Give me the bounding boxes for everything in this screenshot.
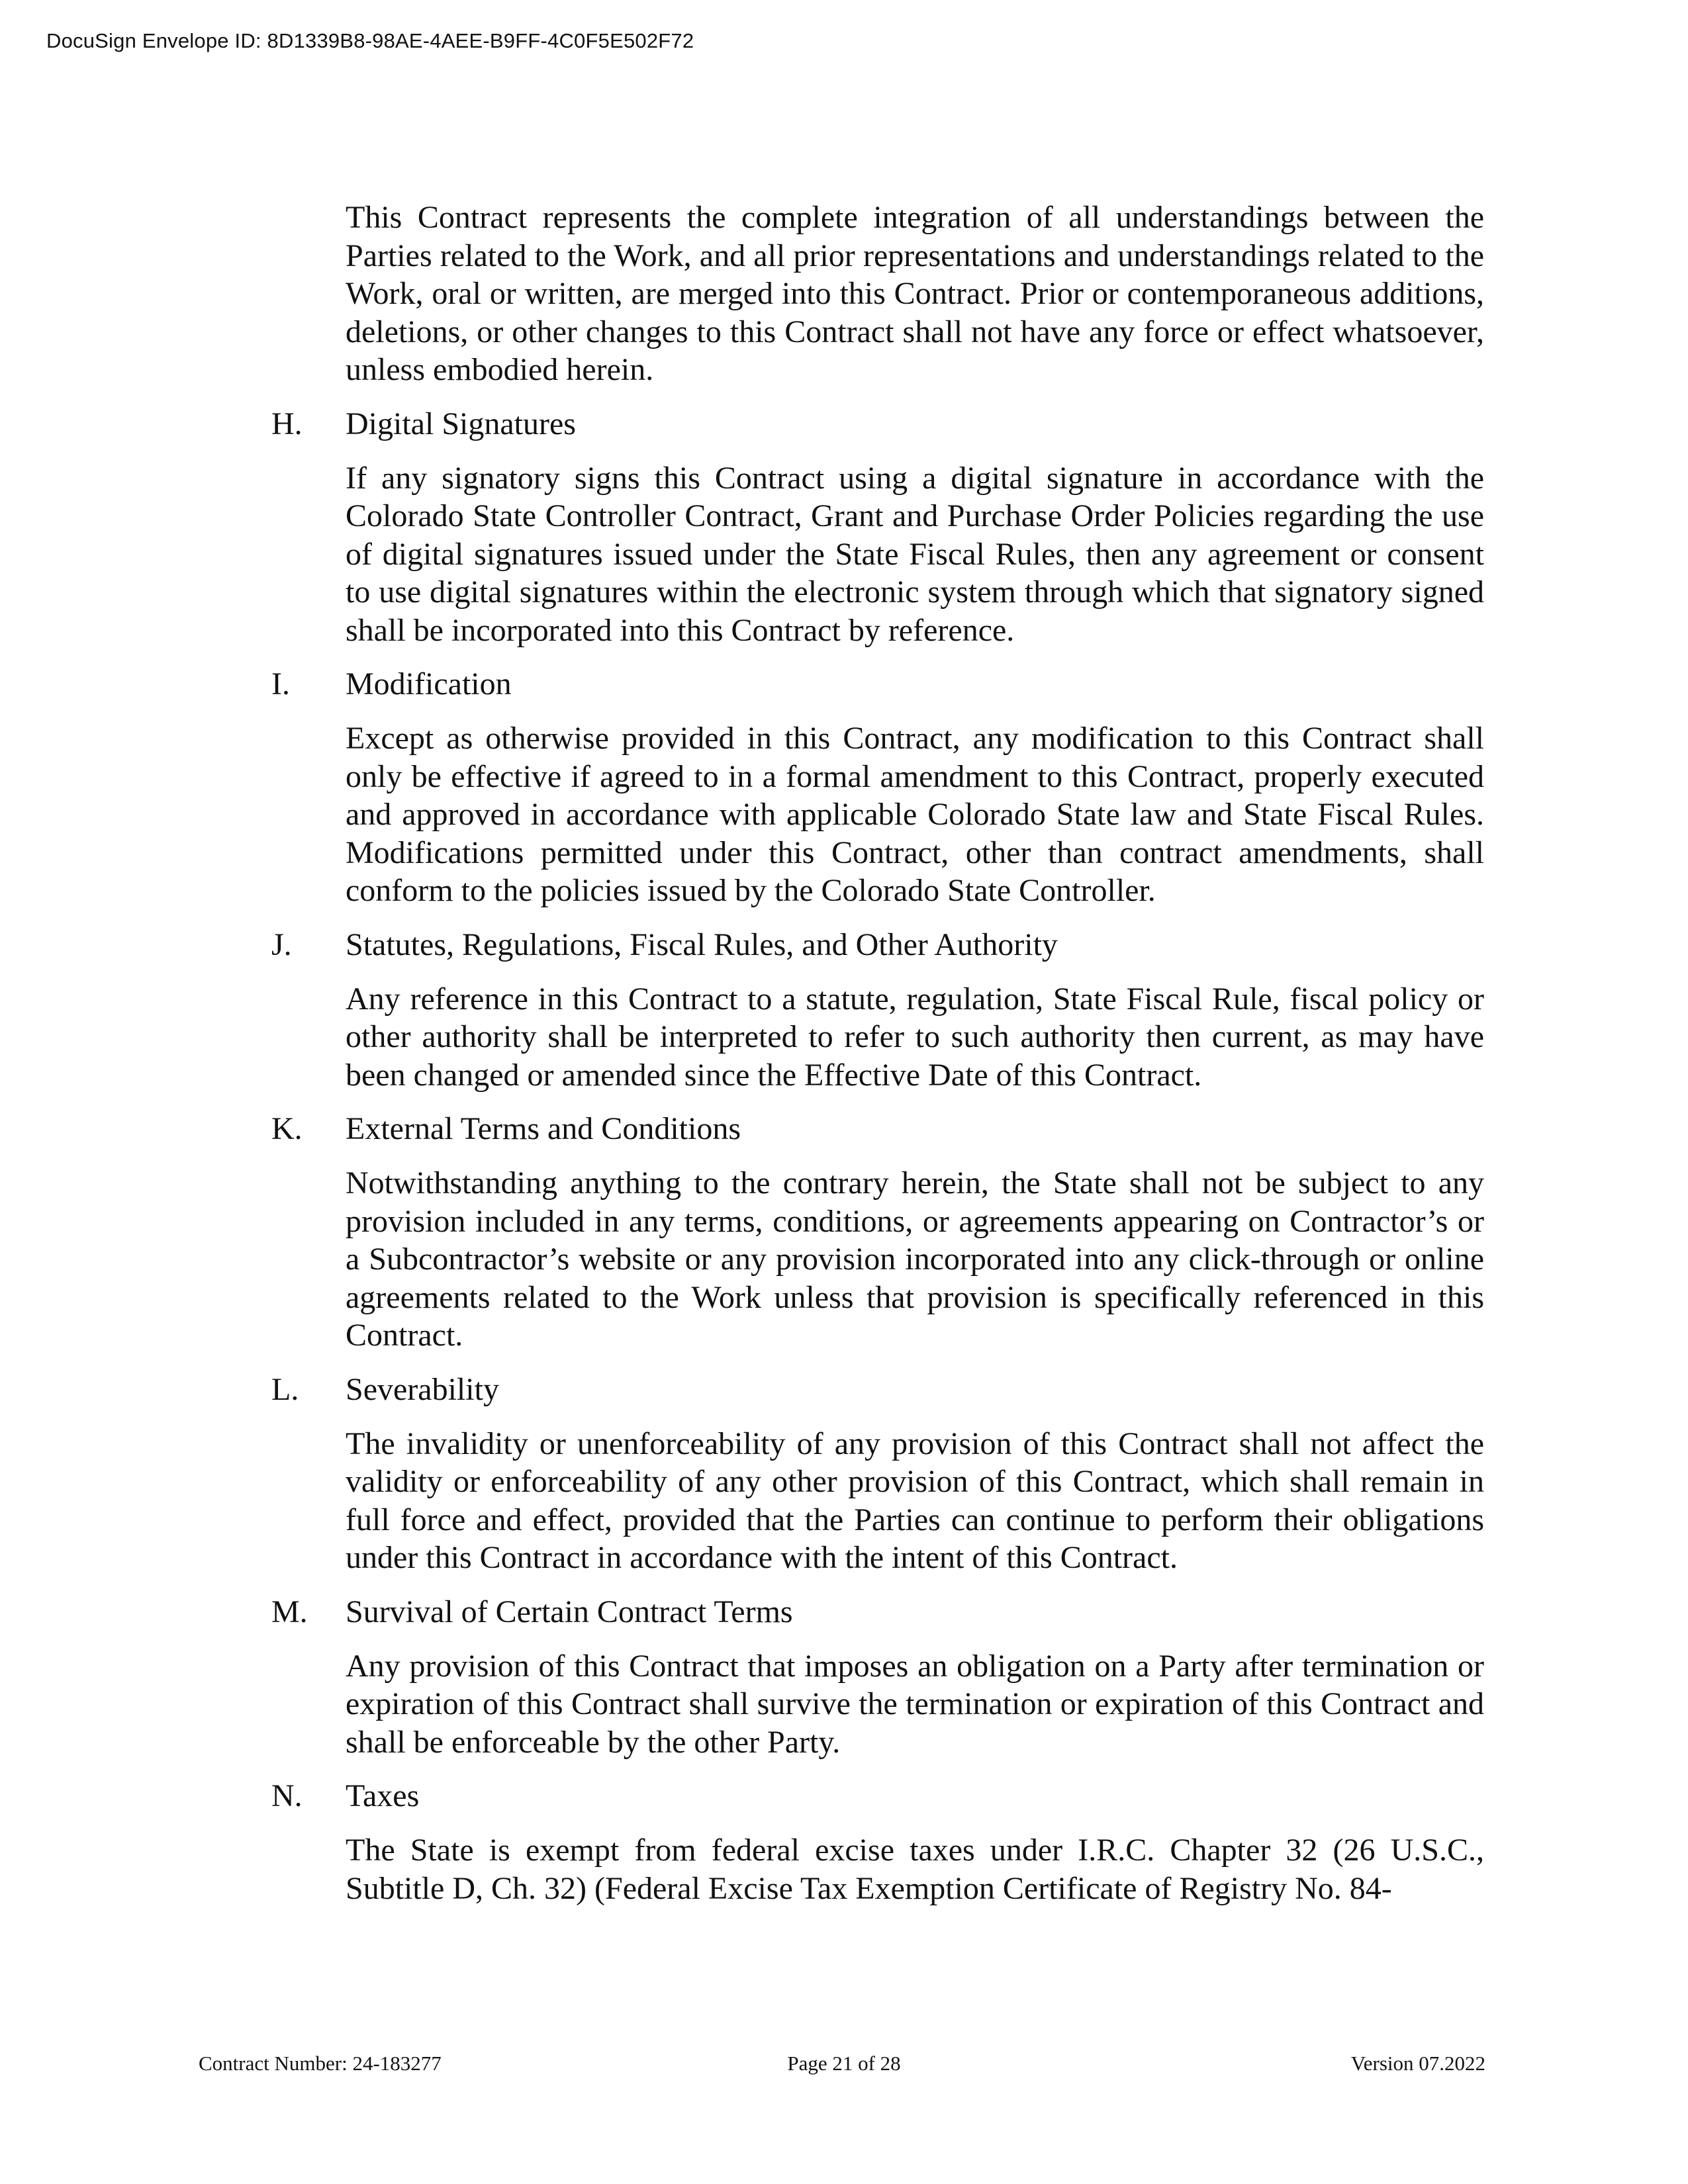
page-number: Page 21 of 28 [787, 2052, 901, 2075]
section-k [0, 1110, 1688, 1355]
section-body: Any reference in this Contract to a statute, regulation, State Fiscal Rule, fiscal policy or other authority shall be interpreted to refer to such authority then current, as may have been changed or amended since the Effective Date of this Contract. [346, 981, 1484, 1093]
section-body: Any provision of this Contract that imposes an obligation on a Party after termination or expiration of this Contract shall survive the termination or expiration of this Contract and shall be enforceable by the other Party. [346, 1648, 1484, 1760]
section-title: Survival of Certain Contract Terms [346, 1594, 793, 1629]
section-heading [0, 1371, 1688, 1409]
section-heading [0, 1593, 1688, 1631]
section-heading [0, 665, 1688, 704]
section-letter: L. [271, 1371, 299, 1407]
section-i [0, 665, 1688, 910]
section-body: If any signatory signs this Contract using a digital signature in accordance with the Colorado State Controller Contract, Grant and Purchase Order Policies regarding the use of digital signatures issued under the State Fiscal Rules, then any agreement or consent to use digital signatures within the electronic system through which that signatory signed shall be incorporated into this Contract by reference. [346, 460, 1484, 648]
section-letter: H. [271, 406, 303, 441]
section-letter: J. [271, 927, 292, 962]
section-title: Taxes [346, 1778, 420, 1813]
section-heading [0, 405, 1688, 443]
section-title: Severability [346, 1371, 499, 1407]
section-title: External Terms and Conditions [346, 1111, 741, 1146]
section-heading [0, 1777, 1688, 1815]
section-heading [0, 1110, 1688, 1148]
section-body: Except as otherwise provided in this Contract, any modification to this Contract shall only be effective if agreed to in a formal amendment to this Contract, properly executed and approved in accordance with applicable Colorado State law and State Fiscal Rules. Modifications permitted under this Contract, other than contract amendments, shall conform to the policies issued by the Colorado State Controller. [346, 721, 1484, 908]
section-heading [0, 926, 1688, 964]
document-body [0, 199, 1688, 1923]
section-letter: M. [271, 1594, 308, 1629]
section-l [0, 1371, 1688, 1577]
section-body: Notwithstanding anything to the contrary herein, the State shall not be subject to any provision included in any terms, conditions, or agreements appearing on Contractor’s or a Subcontractor’s website or any provision incorporated into any click-through or online agreements related to the Work unless that provision is specifically referenced in this Contract. [346, 1165, 1484, 1353]
section-letter: I. [271, 666, 290, 702]
section-title: Modification [346, 666, 512, 702]
section-j [0, 926, 1688, 1095]
section-h [0, 405, 1688, 650]
section-title: Statutes, Regulations, Fiscal Rules, and Other Authority [346, 927, 1058, 962]
section-body: The State is exempt from federal excise taxes under I.R.C. Chapter 32 (26 U.S.C., Subtitle D, Ch. 32) (Federal Excise Tax Exemption Certificate of Registry No. 84- [346, 1833, 1484, 1906]
intro-paragraph: This Contract represents the complete integration of all understandings between the Parties related to the Work, and all prior representations and understandings related to the Work, oral or written, are merged into this Contract. Prior or contemporaneous additions, deletions, or other changes to this Contract shall not have any force or effect whatsoever, unless embodied herein. [346, 200, 1484, 387]
version-label: Version 07.2022 [1350, 2052, 1485, 2075]
section-letter: N. [271, 1778, 303, 1813]
section-title: Digital Signatures [346, 406, 576, 441]
section-m [0, 1593, 1688, 1762]
docusign-envelope-id: DocuSign Envelope ID: 8D1339B8-98AE-4AEE-B9FF-4C0F5E502F72 [46, 29, 694, 52]
section-body: The invalidity or unenforceability of any provision of this Contract shall not affect the validity or enforceability of any other provision of this Contract, which shall remain in full force and effect, provided that the Parties can continue to perform their obligations under this Contract in accordance with the intent of this Contract. [346, 1426, 1484, 1575]
section-n [0, 1777, 1688, 1907]
contract-number: Contract Number: 24-183277 [199, 2052, 442, 2075]
section-letter: K. [271, 1111, 303, 1146]
